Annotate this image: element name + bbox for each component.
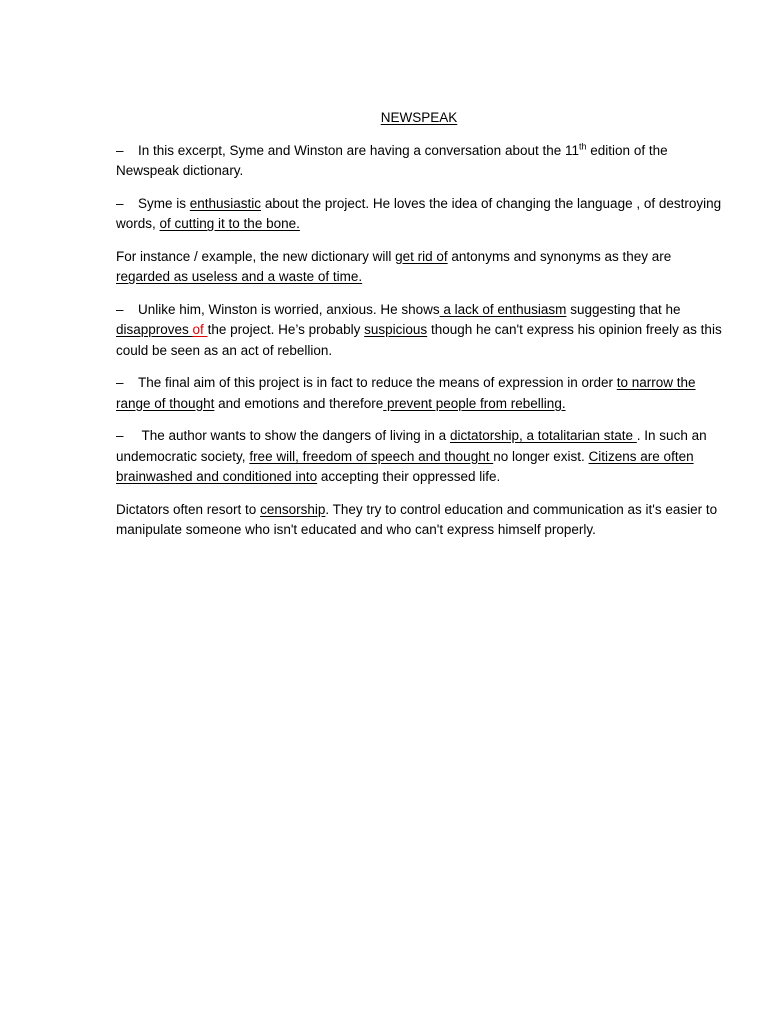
- paragraph-6-text-d: accepting their oppressed life.: [317, 469, 501, 484]
- paragraph-4-text-a: Unlike him, Winston is worried, anxious. He shows: [138, 301, 440, 317]
- underlined-phrase: a lack of enthusiasm: [439, 301, 567, 317]
- paragraph-1-text-b: edition of the Newspeak dictionary.: [116, 142, 668, 178]
- paragraph-3-text-a: For instance / example, the new dictionary will: [116, 248, 396, 264]
- paragraph-6: [116, 426, 726, 488]
- paragraph-5-text-a: The final aim of this project is in fact to reduce the means of expression in order: [138, 375, 617, 390]
- paragraph-4: [116, 300, 726, 362]
- dash-bullet: –: [116, 428, 124, 443]
- document-page: [116, 108, 726, 553]
- dash-bullet: –: [116, 195, 124, 211]
- document-title: [116, 108, 722, 129]
- paragraph-7-text-b: . They try to control education and communication as it's easier to manipulate someone who isn't educated and who can't express himself properly.: [116, 501, 718, 537]
- paragraph-7-text-a: Dictators often resort to: [116, 501, 261, 517]
- paragraph-1-superscript: th: [579, 141, 587, 151]
- underlined-phrase: regarded as useless and a waste of time.: [116, 269, 363, 284]
- underlined-phrase: of cutting it to the bone.: [159, 216, 300, 231]
- underlined-phrase: free will, freedom of speech and thought: [249, 448, 494, 464]
- dash-bullet: –: [116, 375, 124, 390]
- paragraph-4-text-d: though he can't express his opinion freely as this could be seen as an act of rebellion.: [116, 322, 722, 358]
- underlined-phrase: censorship: [260, 501, 326, 517]
- paragraph-4-text-c: the project. He’s probably: [207, 322, 365, 337]
- paragraph-1: [116, 141, 726, 182]
- underlined-phrase: get rid of: [395, 248, 448, 264]
- underlined-phrase: prevent people from rebelling.: [383, 395, 566, 411]
- dash-bullet: –: [116, 301, 124, 317]
- underlined-phrase: Citizens are often brainwashed and conditioned into: [116, 448, 694, 484]
- underlined-phrase: enthusiastic: [189, 195, 262, 211]
- paragraph-3-text-b: antonyms and synonyms as they are: [447, 248, 672, 264]
- paragraph-6-text-a: The author wants to show the dangers of living in a: [138, 428, 450, 443]
- paragraph-7: [116, 500, 726, 541]
- dash-bullet: –: [116, 142, 124, 158]
- paragraph-2-text-b: about the project. He loves the idea of changing the language , of destroying words,: [116, 195, 722, 231]
- red-underlined-word: of: [192, 322, 208, 337]
- underlined-phrase: dictatorship, a totalitarian state: [449, 428, 637, 443]
- paragraph-3: [116, 247, 726, 288]
- underlined-phrase: to narrow the range of thought: [116, 375, 696, 411]
- paragraph-6-text-b: . In such an undemocratic society,: [116, 428, 707, 464]
- paragraph-1-text-a: In this excerpt, Syme and Winston are having a conversation about the 11: [138, 142, 580, 158]
- underlined-phrase: disapproves: [116, 322, 193, 337]
- paragraph-4-text-b: suggesting that he: [566, 301, 681, 317]
- paragraph-2: [116, 194, 726, 235]
- paragraph-6-text-c: no longer exist.: [493, 448, 589, 464]
- paragraph-5-text-b: and emotions and therefore: [214, 395, 384, 411]
- title-text: NEWSPEAK: [380, 110, 458, 125]
- underlined-phrase: suspicious: [364, 322, 428, 337]
- paragraph-5: [116, 373, 726, 414]
- paragraph-2-text-a: Syme is: [138, 195, 190, 211]
